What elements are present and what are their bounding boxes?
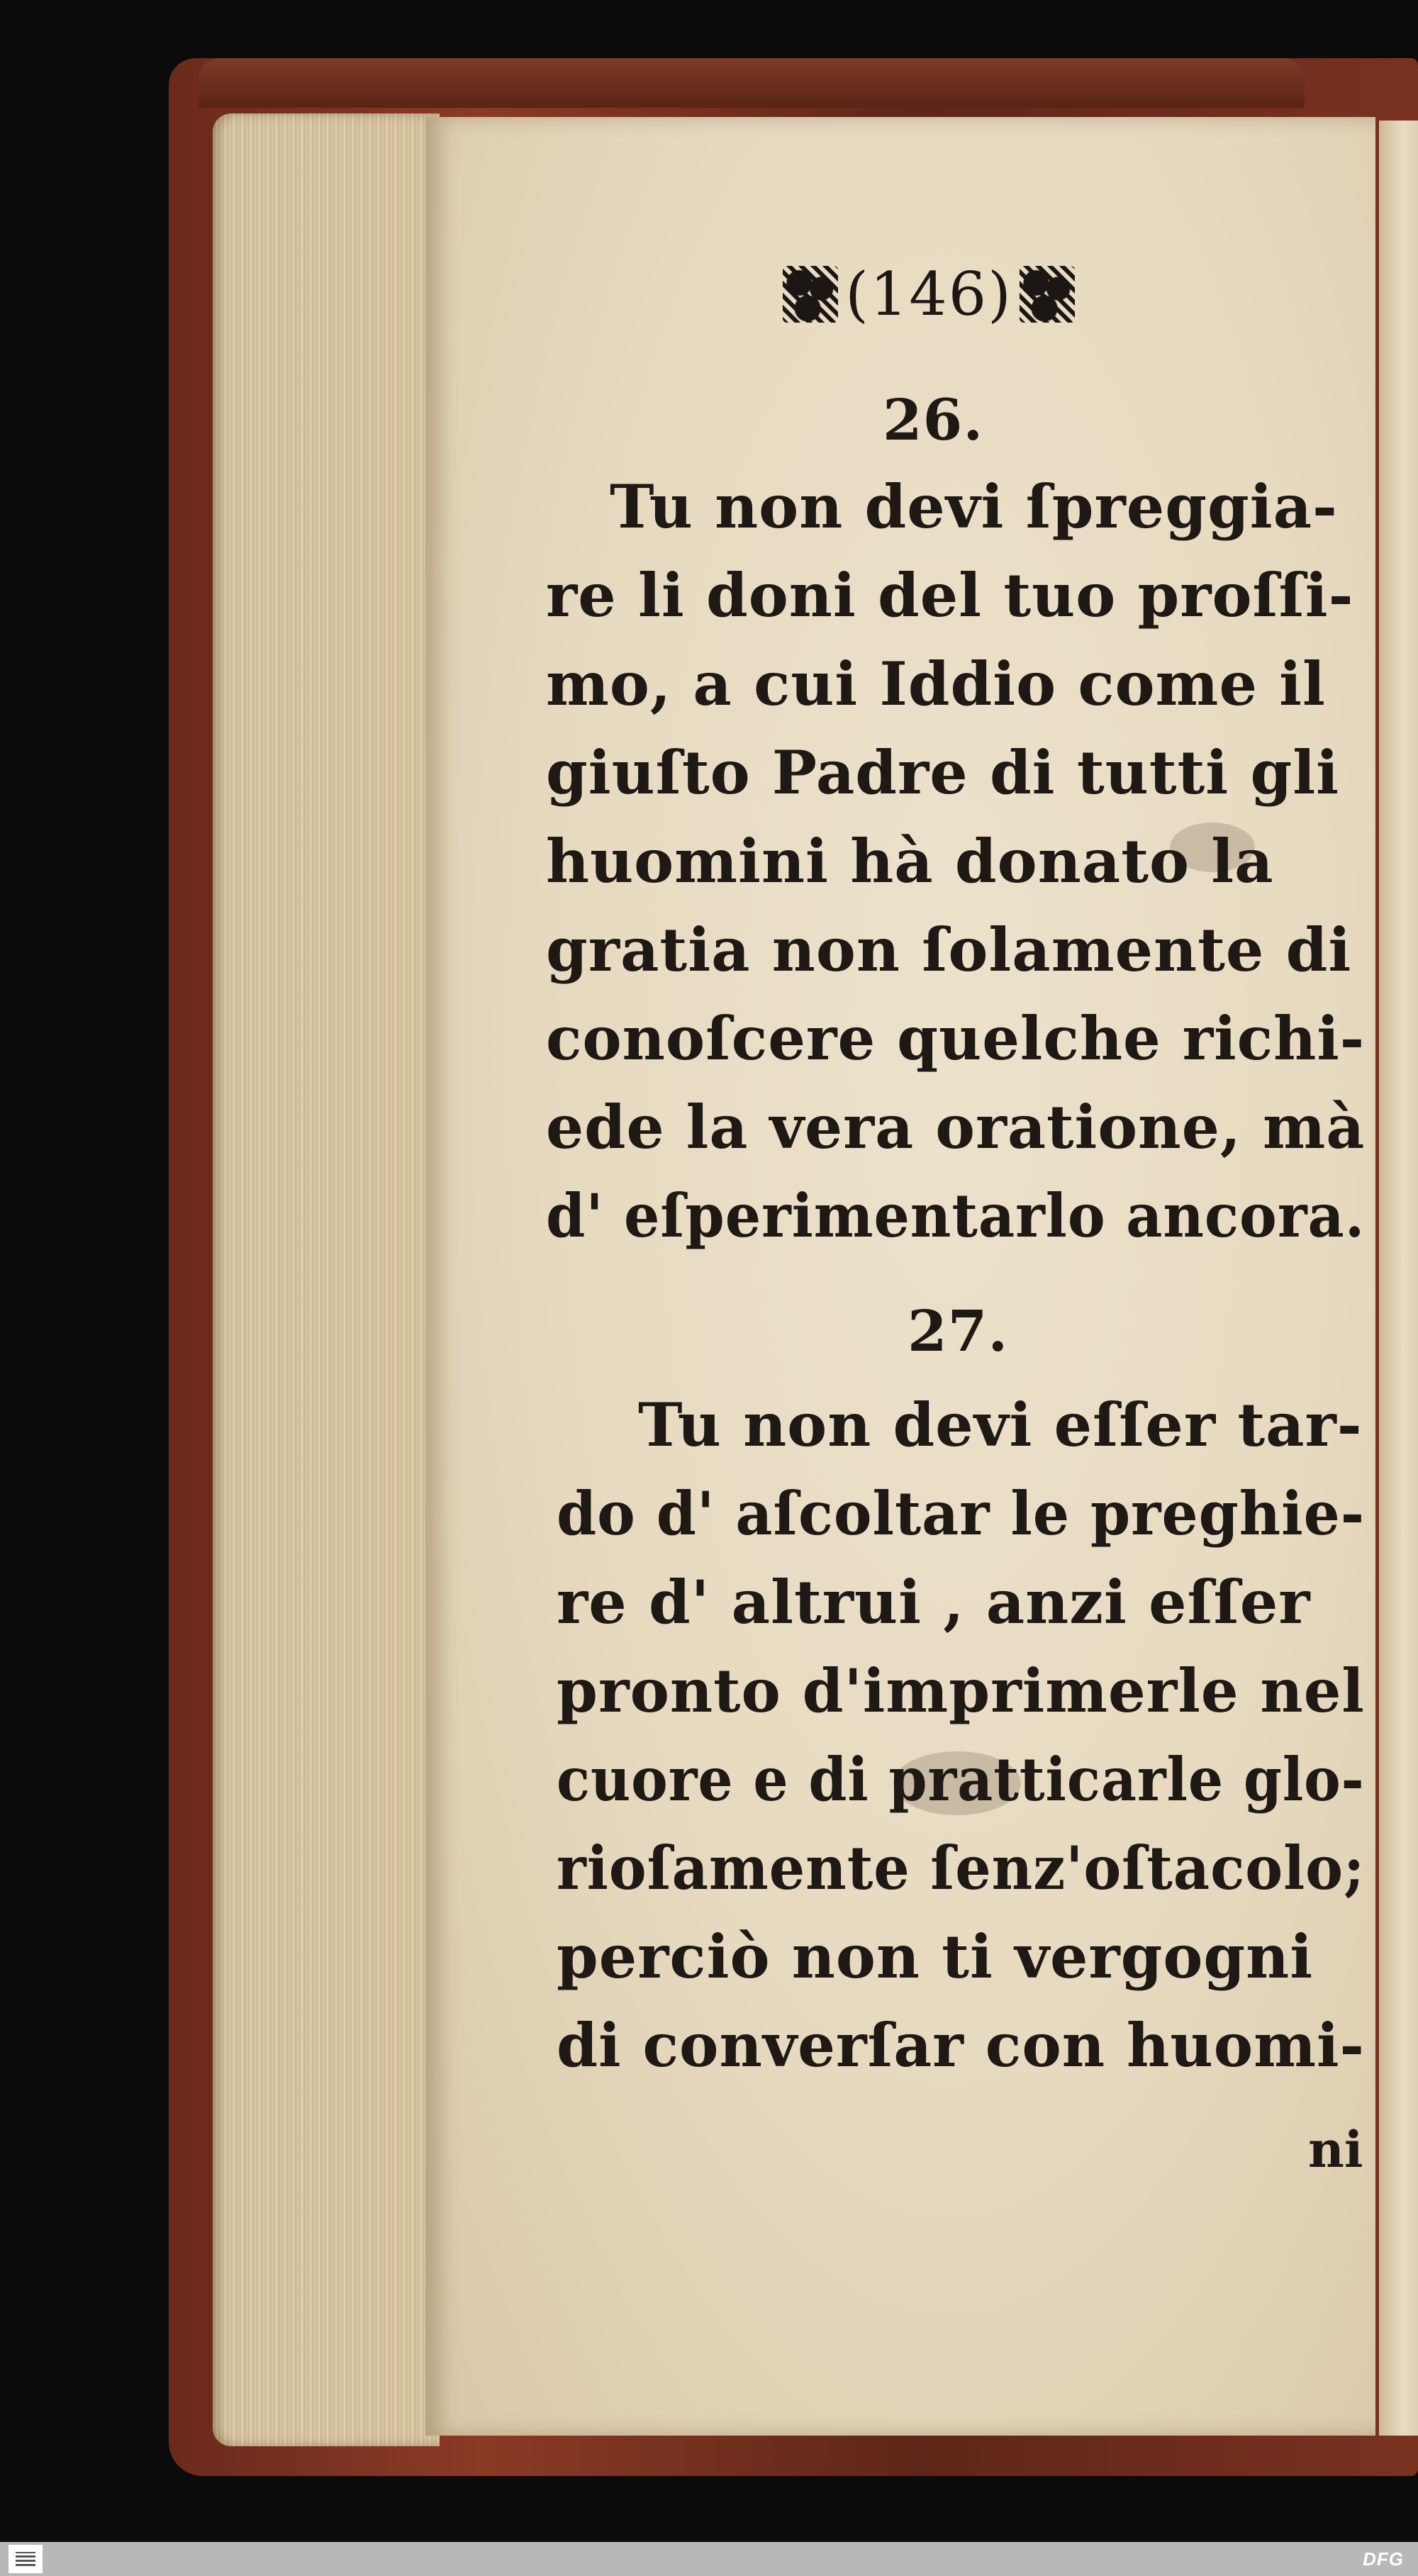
text-line: mo, a cui Iddio come il bbox=[546, 649, 1326, 719]
text-line: ede la vera oratione, mà bbox=[546, 1092, 1366, 1162]
text-line: cuore e di pratticarle glo- bbox=[557, 1744, 1365, 1814]
text-line: Tu non devi eſſer tar- bbox=[638, 1390, 1363, 1460]
text-line: di converſar con huomi- bbox=[557, 2010, 1366, 2080]
text-line: re li doni del tuo proſſi- bbox=[546, 560, 1354, 630]
text-line: perciò non ti vergogni bbox=[557, 1922, 1314, 1992]
book-page bbox=[425, 117, 1375, 2436]
text-line: re d' altrui , anzi eſſer bbox=[557, 1567, 1311, 1637]
text-line: gratia non ſolamente di bbox=[546, 915, 1352, 985]
facing-page-edge bbox=[1379, 121, 1418, 2436]
text-line: d' eſperimentarlo ancora. bbox=[546, 1181, 1366, 1251]
text-line: conoſcere quelche richi- bbox=[546, 1003, 1366, 1074]
text-line: pronto d'imprimerle nel bbox=[557, 1656, 1365, 1726]
text-line: do d' aſcoltar le preghie- bbox=[557, 1478, 1366, 1549]
ornament-left-icon bbox=[783, 266, 838, 323]
footer-brand: DFG bbox=[1363, 2548, 1404, 2570]
footer-bar bbox=[0, 2542, 1418, 2576]
text-line: Tu non devi ſpreggia- bbox=[610, 472, 1338, 542]
text-line: huomini hà donato la bbox=[546, 826, 1274, 896]
binding-top-edge bbox=[199, 58, 1305, 108]
library-logo-icon bbox=[9, 2545, 43, 2573]
section-number: 26. bbox=[883, 386, 984, 453]
text-line: giuſto Padre di tutti gli bbox=[546, 737, 1340, 808]
page-edges bbox=[213, 113, 440, 2446]
ornament-right-icon bbox=[1020, 266, 1075, 323]
page-number: (146) bbox=[845, 260, 1012, 329]
section-number: 27. bbox=[908, 1298, 1009, 1364]
text-line: rioſamente ſenz'oſtacolo; bbox=[557, 1833, 1366, 1903]
page-header bbox=[752, 252, 1106, 337]
catchword: ni bbox=[1308, 2120, 1363, 2179]
